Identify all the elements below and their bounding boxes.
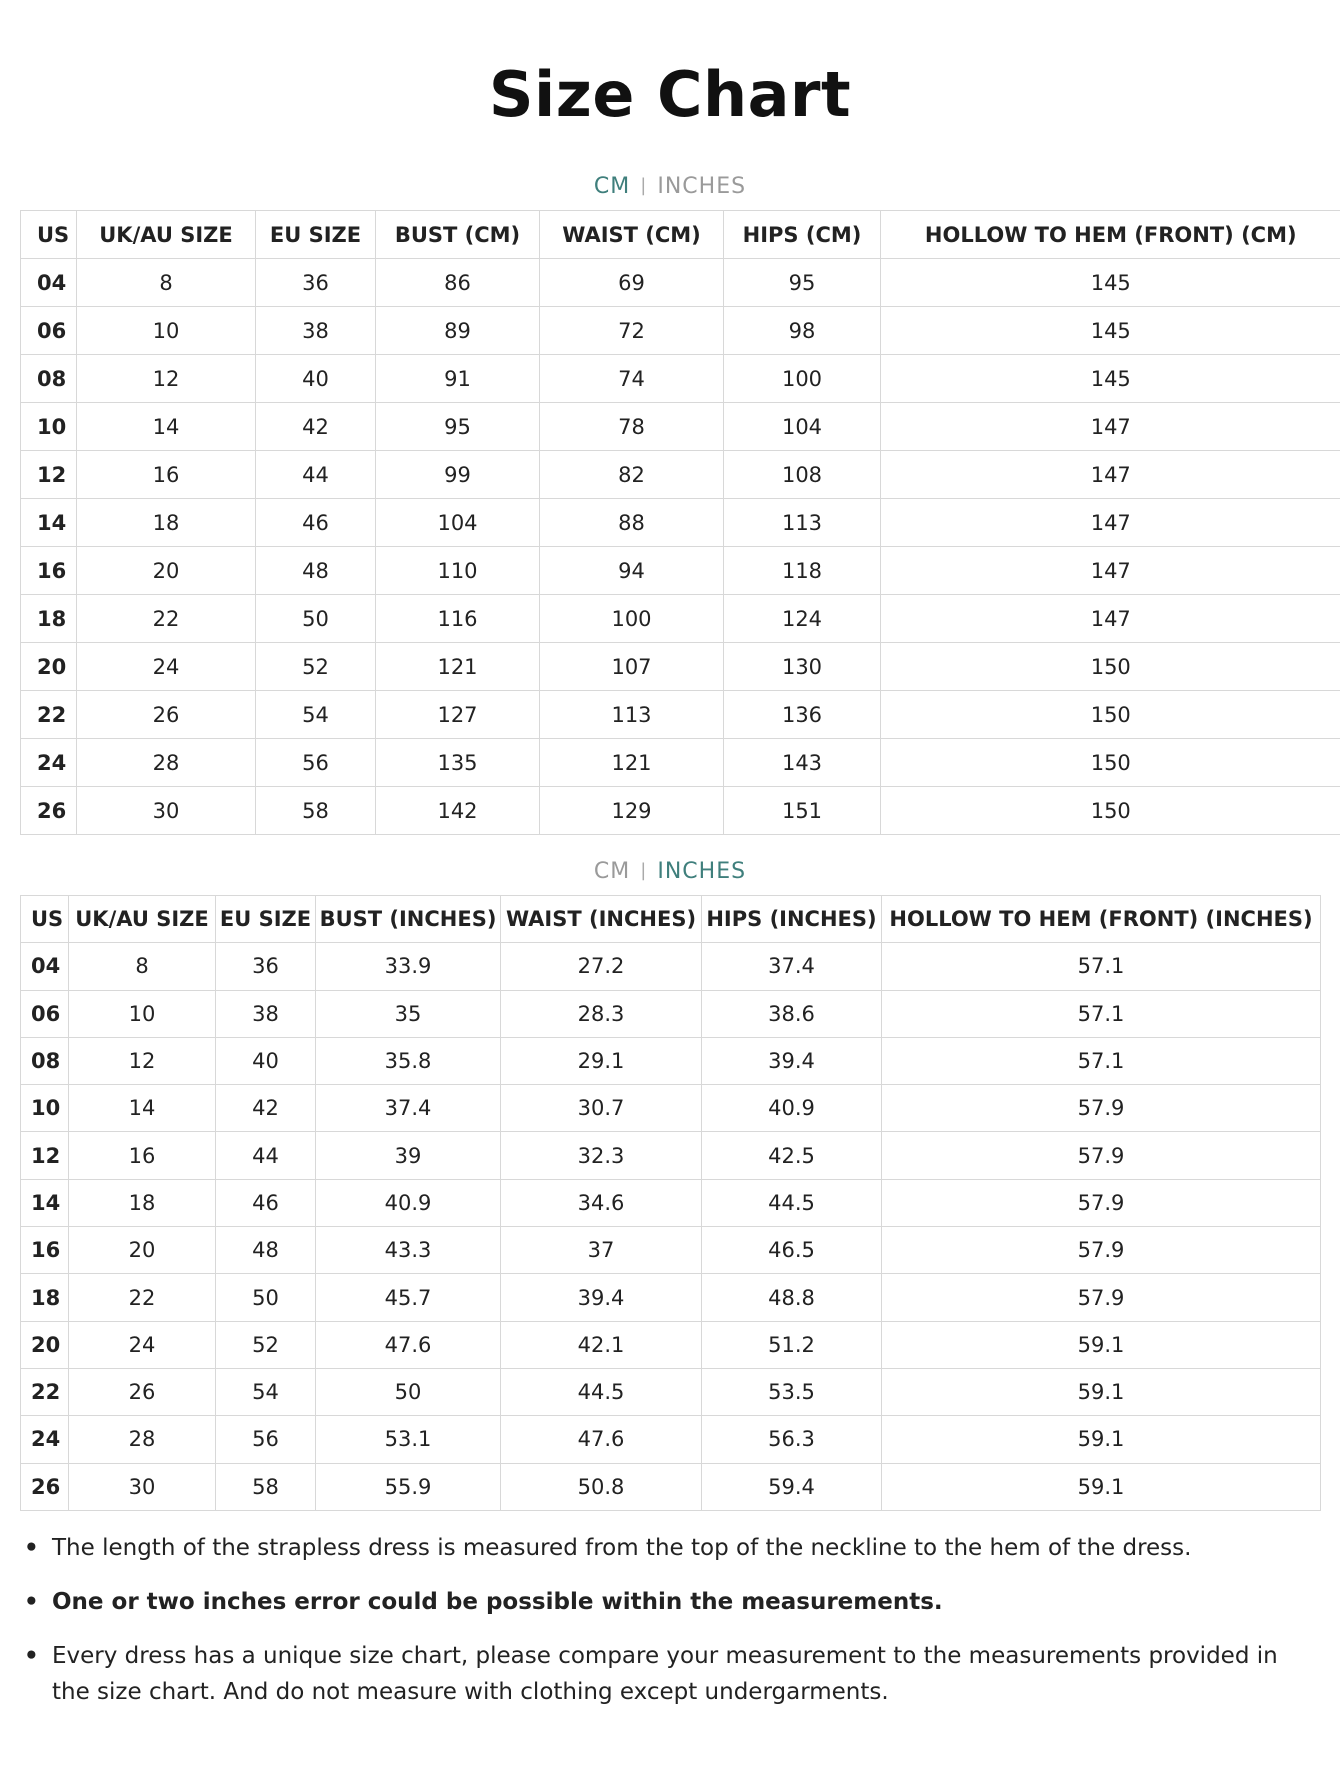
inches-table-body [21, 943, 1321, 1511]
table-cell: 121 [540, 739, 724, 787]
table-row [21, 643, 1340, 691]
note-text: Every dress has a unique size chart, please compare your measurement to the measurements provided in the size chart. And do not measure with clothing except undergarments. [52, 1643, 1278, 1705]
table-cell: 44.5 [702, 1179, 882, 1226]
table-cell: 30 [69, 1463, 216, 1510]
table-cell: 37.4 [316, 1085, 501, 1132]
table-cell: 35.8 [316, 1037, 501, 1084]
table-cell: 147 [881, 403, 1340, 451]
us-size-cell: 14 [21, 1179, 69, 1226]
table-cell: 104 [376, 499, 540, 547]
table-cell: 35 [316, 990, 501, 1037]
table-row [21, 1132, 1321, 1179]
table-row [21, 1037, 1321, 1084]
table-cell: 42.1 [501, 1321, 702, 1368]
table-cell: 145 [881, 307, 1340, 355]
table-row [21, 403, 1340, 451]
us-size-cell: 24 [21, 1416, 69, 1463]
table-cell: 37 [501, 1227, 702, 1274]
table-row [21, 990, 1321, 1037]
table-cell: 113 [540, 691, 724, 739]
table-cell: 51.2 [702, 1321, 882, 1368]
table-row [21, 691, 1340, 739]
table-cell: 42.5 [702, 1132, 882, 1179]
table-cell: 20 [69, 1227, 216, 1274]
us-size-cell: 22 [21, 1368, 69, 1415]
table-cell: 36 [256, 259, 376, 307]
table-cell: 107 [540, 643, 724, 691]
table-cell: 108 [724, 451, 881, 499]
table-cell: 78 [540, 403, 724, 451]
unit-inches-tab[interactable]: INCHES [657, 859, 747, 884]
table-cell: 89 [376, 307, 540, 355]
table-cell: 57.9 [882, 1227, 1321, 1274]
us-size-cell: 04 [21, 259, 77, 307]
table-cell: 121 [376, 643, 540, 691]
table-cell: 55.9 [316, 1463, 501, 1510]
table-cell: 135 [376, 739, 540, 787]
header-uk-au-size: UK/AU SIZE [69, 896, 216, 943]
us-size-cell: 04 [21, 943, 69, 990]
table-cell: 110 [376, 547, 540, 595]
table-row [21, 1463, 1321, 1510]
table-cell: 46 [256, 499, 376, 547]
table-cell: 27.2 [501, 943, 702, 990]
table-cell: 46.5 [702, 1227, 882, 1274]
table-cell: 53.1 [316, 1416, 501, 1463]
header-us: US [21, 211, 77, 259]
table-row [21, 307, 1340, 355]
table-cell: 56 [216, 1416, 316, 1463]
table-cell: 59.4 [702, 1463, 882, 1510]
table-cell: 54 [216, 1368, 316, 1415]
table-cell: 113 [724, 499, 881, 547]
table-row [21, 1274, 1321, 1321]
note-item [22, 1638, 1322, 1710]
table-row [21, 595, 1340, 643]
table-cell: 42 [256, 403, 376, 451]
table-cell: 40.9 [702, 1085, 882, 1132]
table-row [21, 355, 1340, 403]
cm-size-table [20, 210, 1340, 835]
table-cell: 24 [77, 643, 256, 691]
table-cell: 14 [69, 1085, 216, 1132]
table-cell: 18 [77, 499, 256, 547]
table-cell: 12 [77, 355, 256, 403]
table-row [21, 1416, 1321, 1463]
table-cell: 59.1 [882, 1368, 1321, 1415]
table-cell: 16 [69, 1132, 216, 1179]
table-cell: 69 [540, 259, 724, 307]
table-cell: 46 [216, 1179, 316, 1226]
header-hollow-to-hem: HOLLOW TO HEM (FRONT) (CM) [881, 211, 1340, 259]
table-cell: 59.1 [882, 1416, 1321, 1463]
table-cell: 58 [256, 787, 376, 835]
table-cell: 29.1 [501, 1037, 702, 1084]
table-cell: 127 [376, 691, 540, 739]
header-hollow-to-hem: HOLLOW TO HEM (FRONT) (INCHES) [882, 896, 1321, 943]
table-cell: 95 [724, 259, 881, 307]
table-cell: 33.9 [316, 943, 501, 990]
table-cell: 12 [69, 1037, 216, 1084]
table-cell: 57.9 [882, 1274, 1321, 1321]
table-cell: 150 [881, 739, 1340, 787]
table-cell: 88 [540, 499, 724, 547]
header-eu-size: EU SIZE [256, 211, 376, 259]
us-size-cell: 16 [21, 1227, 69, 1274]
table-cell: 129 [540, 787, 724, 835]
table-cell: 44 [216, 1132, 316, 1179]
table-cell: 57.1 [882, 1037, 1321, 1084]
table-header-row [21, 896, 1321, 943]
us-size-cell: 26 [21, 787, 77, 835]
table-cell: 100 [540, 595, 724, 643]
table-cell: 136 [724, 691, 881, 739]
table-cell: 52 [216, 1321, 316, 1368]
table-cell: 16 [77, 451, 256, 499]
table-row [21, 1227, 1321, 1274]
note-text: The length of the strapless dress is measured from the top of the neckline to the hem of the dress. [52, 1535, 1192, 1561]
unit-separator: | [640, 175, 648, 196]
us-size-cell: 24 [21, 739, 77, 787]
table-cell: 86 [376, 259, 540, 307]
unit-toggle-cm-active [0, 172, 1340, 203]
table-cell: 48.8 [702, 1274, 882, 1321]
table-row [21, 1321, 1321, 1368]
table-cell: 40.9 [316, 1179, 501, 1226]
header-bust: BUST (INCHES) [316, 896, 501, 943]
table-row [21, 943, 1321, 990]
table-cell: 116 [376, 595, 540, 643]
table-row [21, 739, 1340, 787]
table-cell: 36 [216, 943, 316, 990]
us-size-cell: 26 [21, 1463, 69, 1510]
table-cell: 47.6 [501, 1416, 702, 1463]
table-cell: 53.5 [702, 1368, 882, 1415]
table-cell: 147 [881, 595, 1340, 643]
table-cell: 42 [216, 1085, 316, 1132]
bullet-icon: • [24, 1535, 39, 1561]
table-cell: 34.6 [501, 1179, 702, 1226]
table-cell: 50 [256, 595, 376, 643]
table-cell: 28 [69, 1416, 216, 1463]
table-cell: 150 [881, 691, 1340, 739]
table-cell: 38.6 [702, 990, 882, 1037]
note-item [22, 1584, 1322, 1620]
table-cell: 30.7 [501, 1085, 702, 1132]
us-size-cell: 20 [21, 1321, 69, 1368]
table-cell: 44 [256, 451, 376, 499]
table-row [21, 1368, 1321, 1415]
table-cell: 74 [540, 355, 724, 403]
table-cell: 57.1 [882, 990, 1321, 1037]
us-size-cell: 22 [21, 691, 77, 739]
page-title: Size Chart [488, 58, 852, 131]
note-item [22, 1530, 1322, 1566]
table-header-row [21, 211, 1340, 259]
table-cell: 54 [256, 691, 376, 739]
table-cell: 82 [540, 451, 724, 499]
table-cell: 20 [77, 547, 256, 595]
table-cell: 32.3 [501, 1132, 702, 1179]
table-row [21, 547, 1340, 595]
table-cell: 10 [77, 307, 256, 355]
us-size-cell: 18 [21, 595, 77, 643]
unit-separator: | [640, 860, 648, 881]
table-cell: 10 [69, 990, 216, 1037]
table-cell: 24 [69, 1321, 216, 1368]
table-cell: 57.1 [882, 943, 1321, 990]
table-cell: 142 [376, 787, 540, 835]
table-cell: 8 [69, 943, 216, 990]
table-cell: 124 [724, 595, 881, 643]
header-eu-size: EU SIZE [216, 896, 316, 943]
table-cell: 143 [724, 739, 881, 787]
table-cell: 47.6 [316, 1321, 501, 1368]
us-size-cell: 06 [21, 307, 77, 355]
table-cell: 98 [724, 307, 881, 355]
table-cell: 145 [881, 259, 1340, 307]
inches-size-table [20, 895, 1321, 1511]
table-cell: 50.8 [501, 1463, 702, 1510]
us-size-cell: 18 [21, 1274, 69, 1321]
us-size-cell: 08 [21, 355, 77, 403]
table-cell: 118 [724, 547, 881, 595]
table-cell: 57.9 [882, 1179, 1321, 1226]
table-cell: 38 [216, 990, 316, 1037]
table-cell: 130 [724, 643, 881, 691]
table-cell: 48 [216, 1227, 316, 1274]
header-us: US [21, 896, 69, 943]
us-size-cell: 08 [21, 1037, 69, 1084]
table-cell: 50 [316, 1368, 501, 1415]
table-cell: 38 [256, 307, 376, 355]
table-row [21, 259, 1340, 307]
table-cell: 151 [724, 787, 881, 835]
table-cell: 43.3 [316, 1227, 501, 1274]
table-row [21, 1085, 1321, 1132]
table-cell: 26 [77, 691, 256, 739]
table-cell: 58 [216, 1463, 316, 1510]
cm-table-body [21, 259, 1340, 835]
unit-toggle-inches-active [0, 857, 1340, 888]
table-cell: 14 [77, 403, 256, 451]
table-cell: 28 [77, 739, 256, 787]
table-cell: 26 [69, 1368, 216, 1415]
table-cell: 52 [256, 643, 376, 691]
table-cell: 104 [724, 403, 881, 451]
table-cell: 99 [376, 451, 540, 499]
table-row [21, 499, 1340, 547]
table-cell: 22 [69, 1274, 216, 1321]
header-waist: WAIST (INCHES) [501, 896, 702, 943]
notes-list [22, 1530, 1322, 1728]
table-cell: 28.3 [501, 990, 702, 1037]
bullet-icon: • [24, 1589, 39, 1615]
table-cell: 18 [69, 1179, 216, 1226]
table-cell: 44.5 [501, 1368, 702, 1415]
table-cell: 100 [724, 355, 881, 403]
table-cell: 39.4 [501, 1274, 702, 1321]
note-text: One or two inches error could be possible within the measurements. [52, 1589, 943, 1615]
table-row [21, 451, 1340, 499]
us-size-cell: 06 [21, 990, 69, 1037]
table-cell: 145 [881, 355, 1340, 403]
table-cell: 56 [256, 739, 376, 787]
table-cell: 94 [540, 547, 724, 595]
table-cell: 147 [881, 499, 1340, 547]
unit-cm-tab[interactable]: CM [593, 174, 631, 199]
table-cell: 150 [881, 643, 1340, 691]
header-waist: WAIST (CM) [540, 211, 724, 259]
header-hips: HIPS (CM) [724, 211, 881, 259]
table-row [21, 787, 1340, 835]
table-cell: 45.7 [316, 1274, 501, 1321]
table-cell: 57.9 [882, 1085, 1321, 1132]
header-bust: BUST (CM) [376, 211, 540, 259]
us-size-cell: 10 [21, 403, 77, 451]
header-hips: HIPS (INCHES) [702, 896, 882, 943]
table-cell: 147 [881, 451, 1340, 499]
table-cell: 39.4 [702, 1037, 882, 1084]
table-cell: 50 [216, 1274, 316, 1321]
table-cell: 8 [77, 259, 256, 307]
table-cell: 147 [881, 547, 1340, 595]
us-size-cell: 10 [21, 1085, 69, 1132]
table-cell: 56.3 [702, 1416, 882, 1463]
unit-cm-tab[interactable]: CM [593, 859, 631, 884]
us-size-cell: 20 [21, 643, 77, 691]
us-size-cell: 14 [21, 499, 77, 547]
us-size-cell: 16 [21, 547, 77, 595]
table-cell: 72 [540, 307, 724, 355]
table-cell: 37.4 [702, 943, 882, 990]
table-cell: 59.1 [882, 1463, 1321, 1510]
table-cell: 57.9 [882, 1132, 1321, 1179]
header-uk-au-size: UK/AU SIZE [77, 211, 256, 259]
table-cell: 40 [216, 1037, 316, 1084]
us-size-cell: 12 [21, 1132, 69, 1179]
table-cell: 30 [77, 787, 256, 835]
table-row [21, 1179, 1321, 1226]
table-cell: 39 [316, 1132, 501, 1179]
bullet-icon: • [24, 1643, 39, 1669]
unit-inches-tab[interactable]: INCHES [657, 174, 747, 199]
table-cell: 59.1 [882, 1321, 1321, 1368]
table-cell: 22 [77, 595, 256, 643]
table-cell: 91 [376, 355, 540, 403]
table-cell: 150 [881, 787, 1340, 835]
us-size-cell: 12 [21, 451, 77, 499]
table-cell: 48 [256, 547, 376, 595]
table-cell: 95 [376, 403, 540, 451]
table-cell: 40 [256, 355, 376, 403]
